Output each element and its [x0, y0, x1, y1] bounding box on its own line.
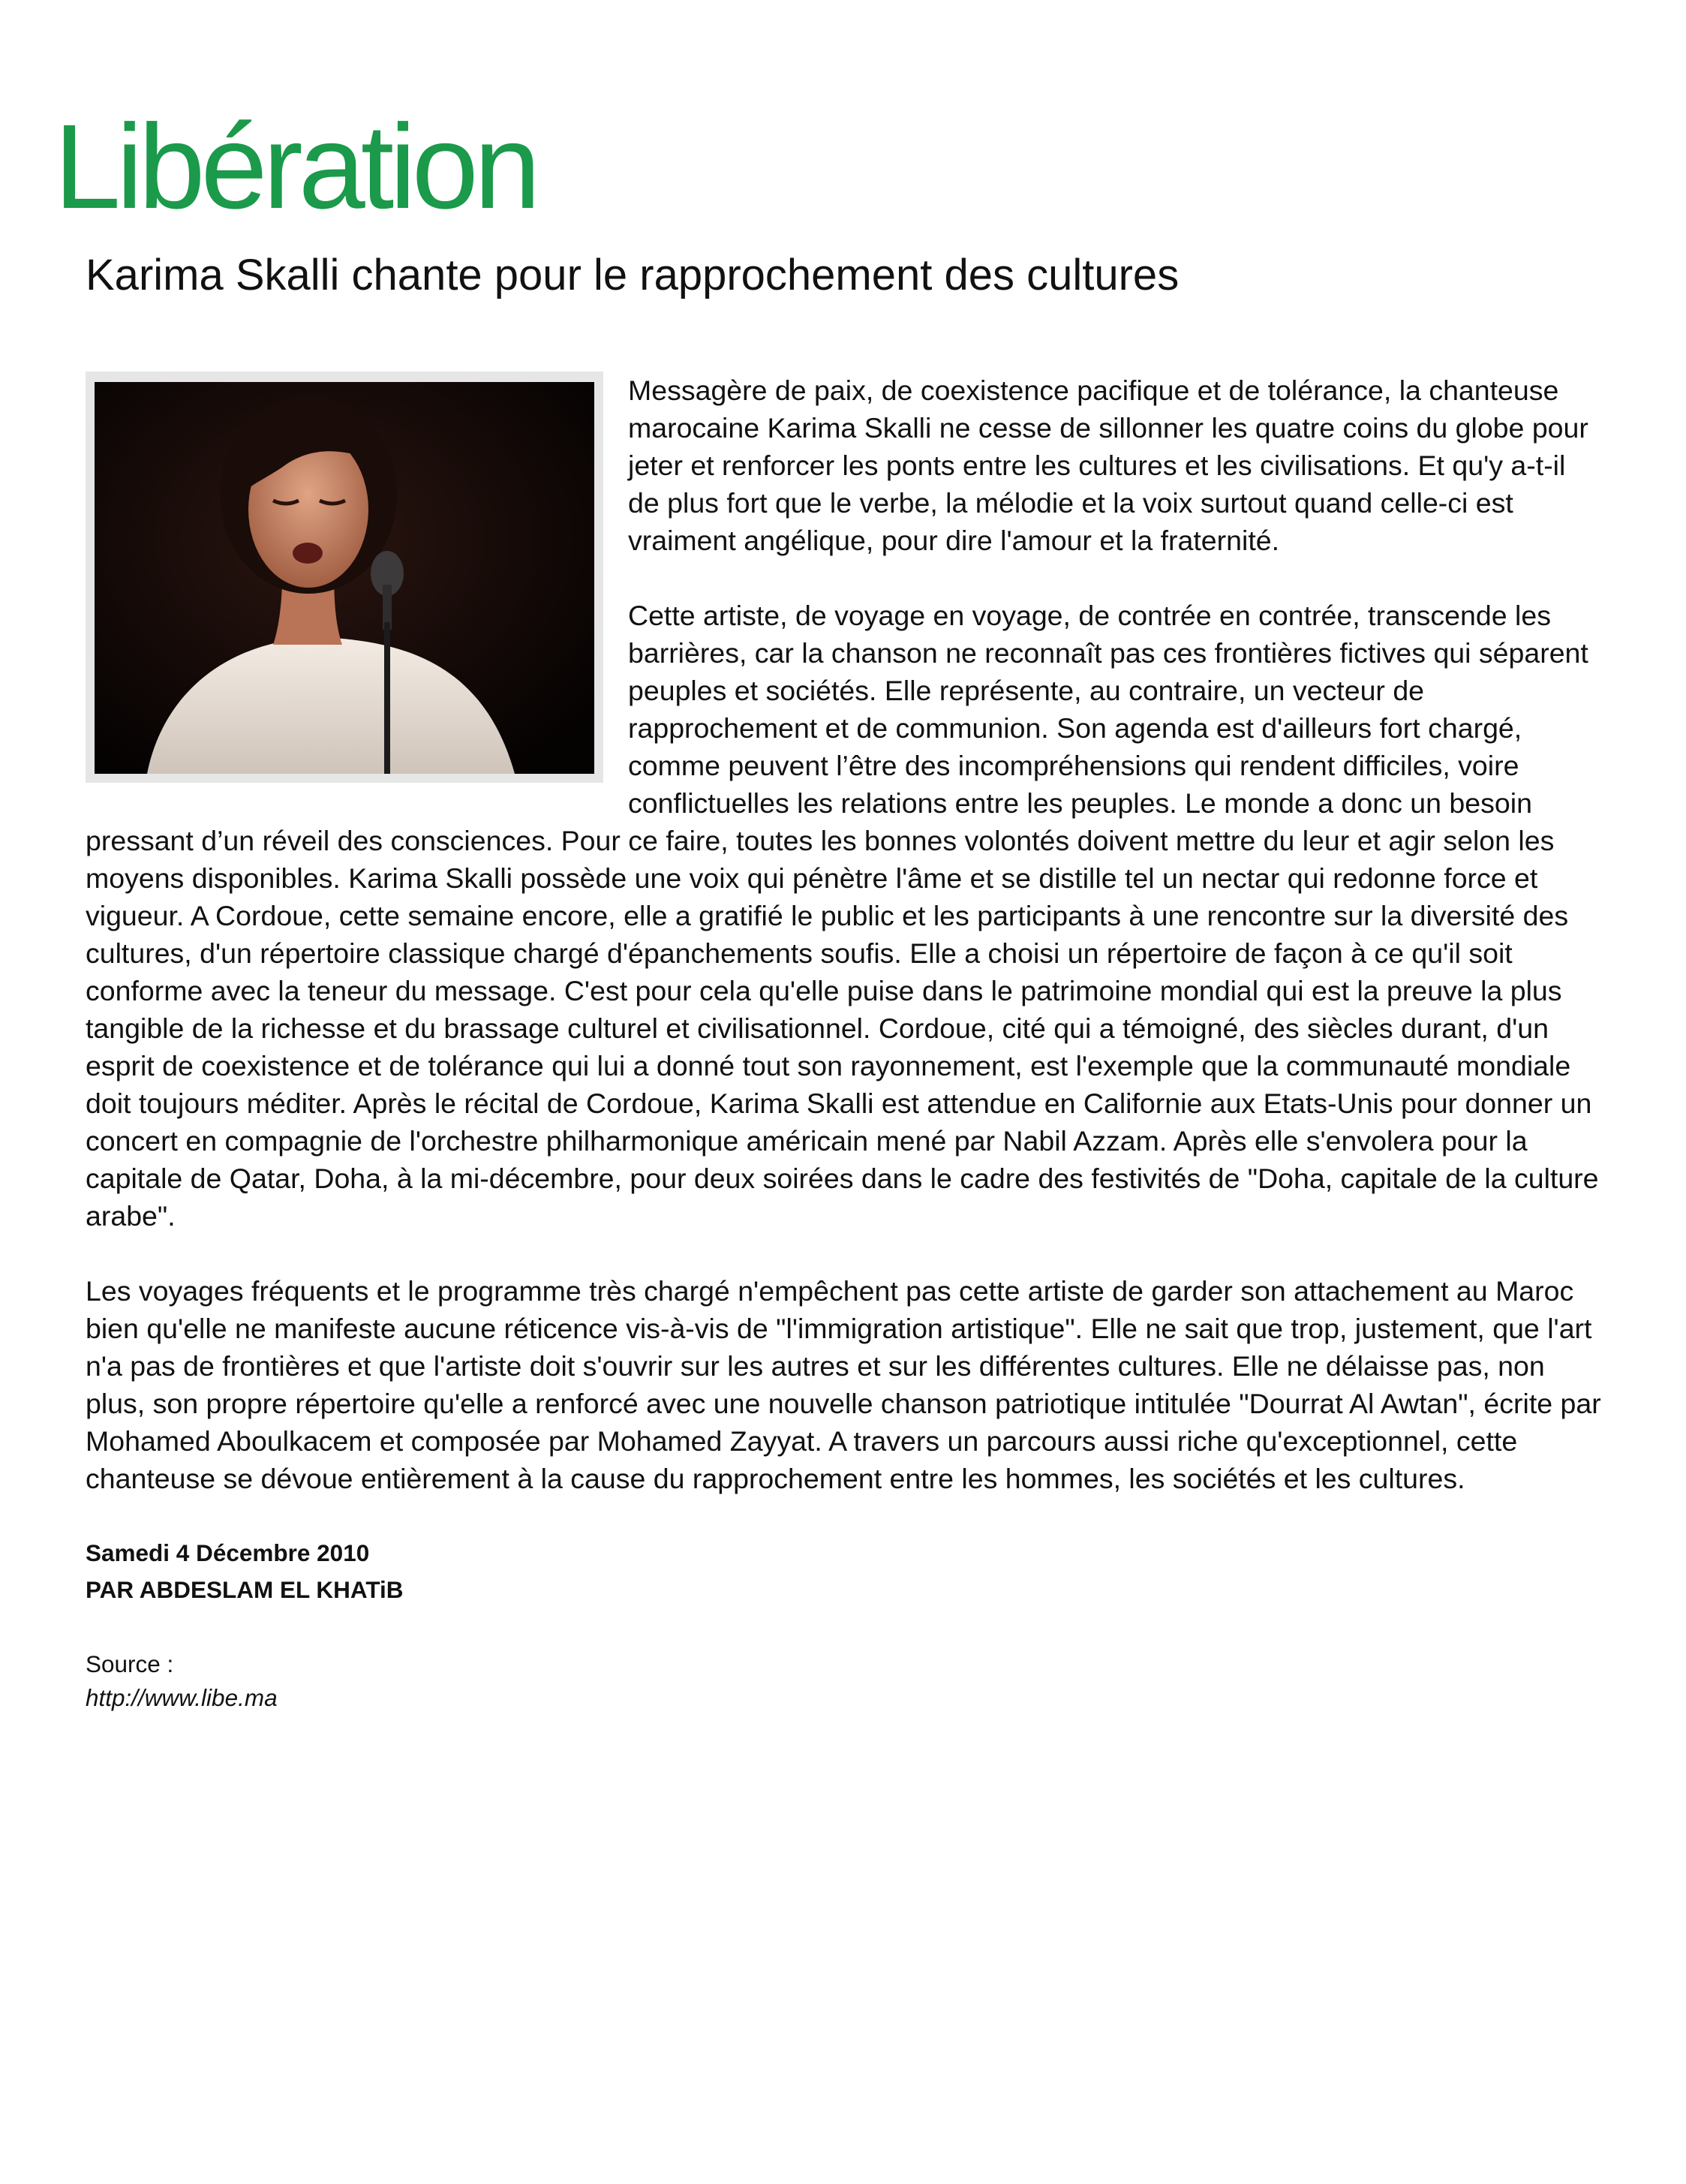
masthead-logo: Libération	[54, 99, 536, 233]
article-body	[86, 372, 1601, 1715]
article-paragraph-3: Les voyages fréquents et le programme très chargé n'empêchent pas cette artiste de garder son attachement au Maroc bien qu'elle ne manifeste aucune réticence vis-à-vis de "l'immigration artistique". Elle ne sait que trop, justement, que l'art n'a pas de frontières et que l'artiste doit s'ouvrir sur les autres et sur les différentes cultures. Elle ne délaisse pas, non plus, son propre répertoire qu'elle a renforcé avec une nouvelle chanson patriotique intitulée "Dourrat Al Awtan", écrite par Mohamed Aboulkacem et composée par Mohamed Zayyat. A travers un parcours aussi riche qu'exceptionnel, cette chanteuse se dévoue entièrement à la cause du rapprochement entre les hommes, les sociétés et les cultures.	[86, 1275, 1601, 1494]
article-headline: Karima Skalli chante pour le rapprochement des cultures	[86, 251, 1180, 299]
source-label: Source :	[86, 1650, 174, 1677]
source-block	[86, 1647, 1601, 1715]
singer-photo	[95, 382, 594, 774]
article-author: PAR ABDESLAM EL KHATiB	[86, 1576, 404, 1603]
article-paragraph-2: Cette artiste, de voyage en voyage, de contrée en contrée, transcende les barrières, car la chanson ne reconnaît pas ces frontières fictives qui séparent peuples et sociétés. Elle représente, au contraire, un vecteur de rapprochement et de communion. Son agenda est d'ailleurs fort chargé, comme peuvent l’être des incompréhensions qui rendent difficiles, voire conflictuelles les relations entre les peuples. Le monde a donc un besoin pressant d’un réveil des consciences. Pour ce faire, toutes les bonnes volontés doivent mettre du leur et agir selon les moyens disponibles. Karima Skalli possède une voix qui pénètre l'âme et se distille tel un nectar qui redonne force et vigueur. A Cordoue, cette semaine encore, elle a gratifié le public et les participants à une rencontre sur la diversité des cultures, d'un répertoire classique chargé d'épanchements soufis. Elle a choisi un répertoire de façon à ce qu'il soit conforme avec la teneur du message. C'est pour cela qu'elle puise dans le patrimoine mondial qui est la preuve la plus tangible de la richesse et du brassage culturel et civilisationnel. Cordoue, cité qui a témoigné, des siècles durant, d'un esprit de coexistence et de tolérance qui lui a donné tout son rayonnement, est l'exemple que la communauté mondiale doit toujours méditer. Après le récital de Cordoue, Karima Skalli est attendue en Californie aux Etats-Unis pour donner un concert en compagnie de l'orchestre philharmonique américain mené par Nabil Azzam. Après elle s'envolera pour la capitale de Qatar, Doha, à la mi-décembre, pour deux soirées dans le cadre des festivités de "Doha, capitale de la culture arabe".	[86, 600, 1599, 1232]
byline	[86, 1535, 1601, 1608]
article-photo-frame	[86, 372, 603, 783]
article-paragraph-1: Messagère de paix, de coexistence pacifique et de tolérance, la chanteuse marocaine Karima Skalli ne cesse de sillonner les quatre coins du globe pour jeter et renforcer les ponts entre les cultures et les civilisations. Et qu'y a-t-il de plus fort que le verbe, la mélodie et la voix surtout quand celle-ci est vraiment angélique, pour dire l'amour et la fraternité.	[628, 375, 1588, 556]
article-date: Samedi 4 Décembre 2010	[86, 1539, 370, 1566]
source-link[interactable]: http://www.libe.ma	[86, 1684, 278, 1711]
